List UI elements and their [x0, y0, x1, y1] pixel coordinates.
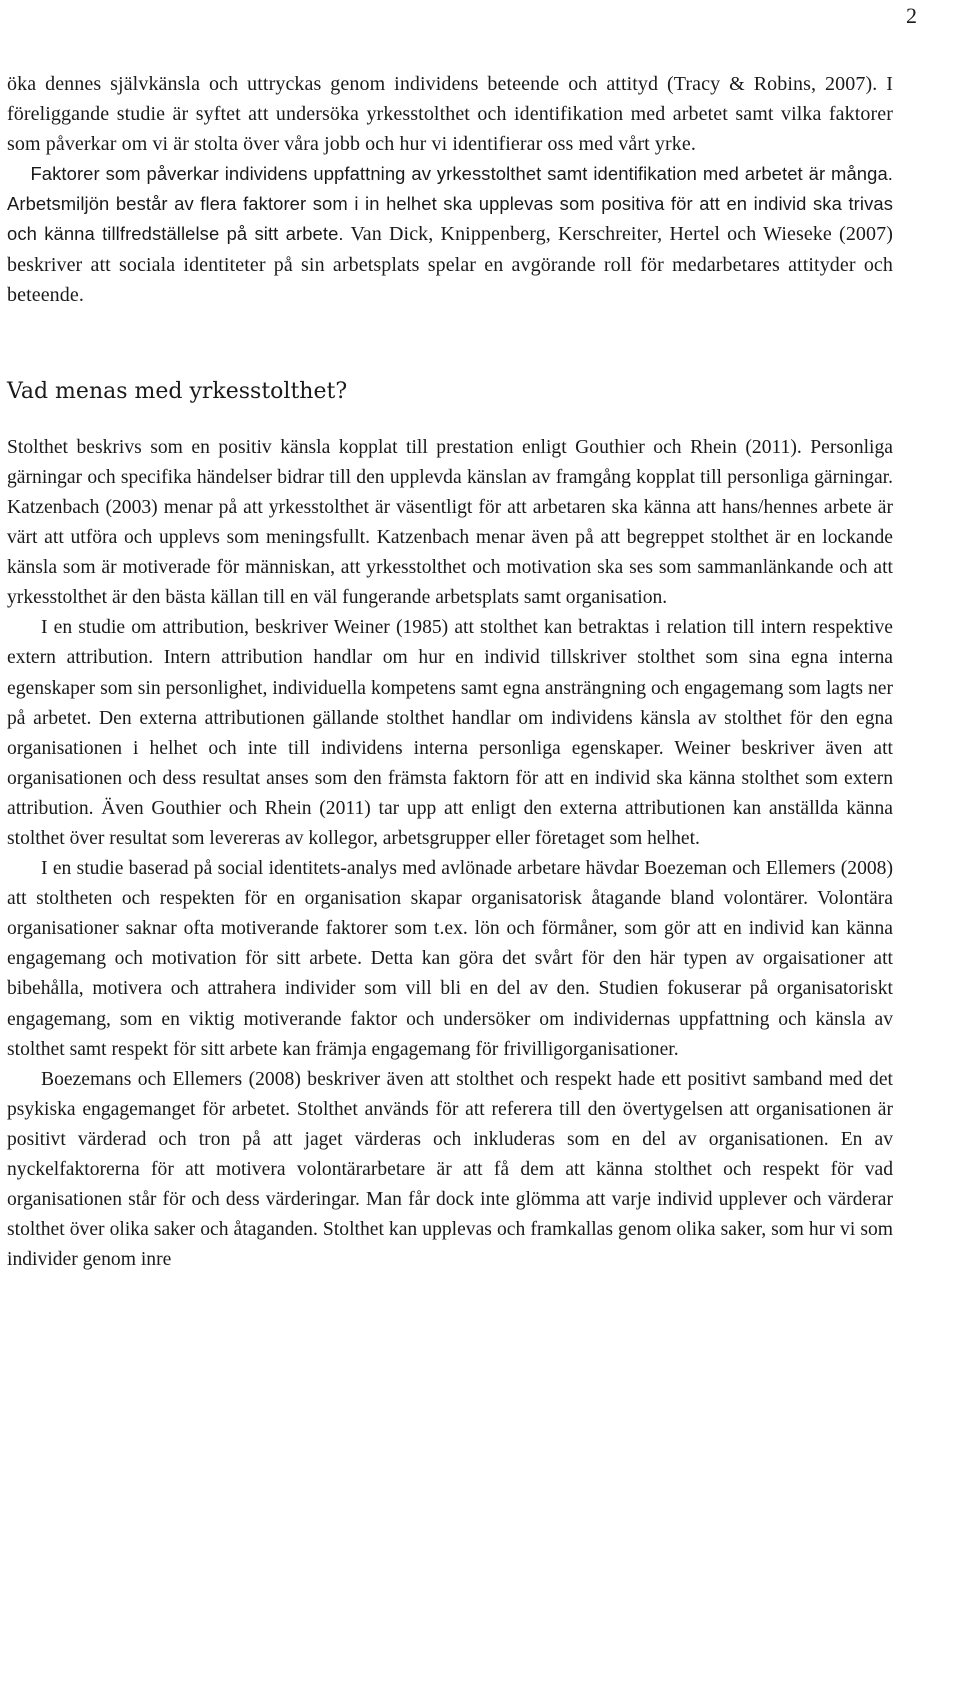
section-paragraph-2: I en studie om attribution, beskriver Weiner (1985) att stolthet kan betraktas i relation till intern respektive extern attribution. Intern attribution handlar om hur en individ tillskriver stolthet som sina egna interna egenskaper som sin personlighet, individuella kompetens samt egna ansträngning och engagemang som lagts ner på arbetet. Den externa attributionen gällande stolthet handlar om individens känsla av stolthet för den egna organisationen i helhet och inte till individens interna personliga egenskaper. Weiner beskriver även att organisationen och dess resultat anses som den främsta faktorn för att en individ ska känna stolthet som extern attribution. Även Gouthier och Rhein (2011) tar upp att enligt den externa attributionen kan anställda känna stolthet över resultat som levereras av kollegor, arbetsgrupper eller företaget som helhet.	[7, 617, 893, 849]
spacer	[7, 310, 893, 377]
intro-paragraph	[7, 69, 893, 310]
page-number: 2	[906, 3, 917, 28]
intro-paragraph-text: öka dennes självkänsla och uttryckas genom individens beteende och attityd (Tracy & Robins, 2007). I föreliggande studie är syftet att undersöka yrkesstolthet och identifikation med arbetet samt vilka faktorer som påverkar om vi är stolta över våra jobb och hur vi identifierar oss med vårt yrke.	[7, 73, 893, 156]
section-paragraph-1: Stolthet beskrivs som en positiv känsla kopplat till prestation enligt Gouthier och Rhein (2011). Personliga gärningar och specifika händelser bidrar till den upplevda känslan av framgång kopplat till personliga gärningar. Katzenbach (2003) menar på att yrkesstolthet är väsentligt för att arbetaren ska känna att hans/hennes arbete är värt att utföra och upplevs som meningsfullt. Katzenbach menar även på att begreppet stolthet är en lockande känsla som är motiverade för människan, att yrkesstolthet och motivation ska ses som sammanlänkande och att yrkesstolthet är den bästa källan till en väl fungerande arbetsplats samt organisation.	[7, 436, 893, 609]
intro-sans-sentence: Faktorer som påverkar individens uppfattning av yrkesstolthet samt identifikation med arbetet är många. Arbetsmiljön består av flera faktorer som i in helhet ska upplevas som positiva för att en individ ska trivas och känna tillfredställelse på sitt arbete.	[7, 163, 893, 245]
section-paragraph-3: I en studie baserad på social identitets-analys med avlönade arbetare hävdar Boezeman och Ellemers (2008) att stoltheten och respekten för en organisation skapar organisatorisk åtagande bland volontärer. Volontära organisationer saknar ofta motiverande faktorer som t.ex. lön och förmåner, som gör att en individ kan känna engagemang och motivation för sitt arbete. Detta kan göra det svårt för den här typen av orgaisationer att bibehålla, motivera och attrahera individer som vill bli en del av den. Studien fokuserar på organisatoriskt engagemang, som en viktig motiverande faktor och undersöker om individernas uppfattning och känsla av stolthet samt respekt för sitt arbete kan främja engagemang för frivilligorganisationer.	[7, 858, 893, 1060]
section-heading: Vad menas med yrkesstolthet?	[7, 378, 348, 404]
intro-closing-sentence: Van Dick, Knippenberg, Kerschreiter, Hertel och Wieseke (2007) beskriver att sociala identiteter på sin arbetsplats spelar en avgörande roll för medarbetares attityder och beteende.	[7, 223, 893, 306]
page-content	[7, 69, 893, 1275]
section-paragraph-4: Boezemans och Ellemers (2008) beskriver även att stolthet och respekt hade ett positivt samband med det psykiska engagemanget för arbetet. Stolthet används för att referera till den övertygelsen att organisationen är positivt värderad och tron på att jaget värderas och inkluderas som en del av organisationen. En av nyckelfaktorerna för att motivera volontärarbetare är att få dem att känna stolthet och respekt för vad organisationen står för och dess värderingar. Man får dock inte glömma att varje individ upplever och värderar stolthet över olika saker och åtaganden. Stolthet kan upplevas och framkallas genom olika saker, som hur vi som individer genom inre	[7, 1068, 893, 1271]
spacer	[7, 407, 893, 433]
